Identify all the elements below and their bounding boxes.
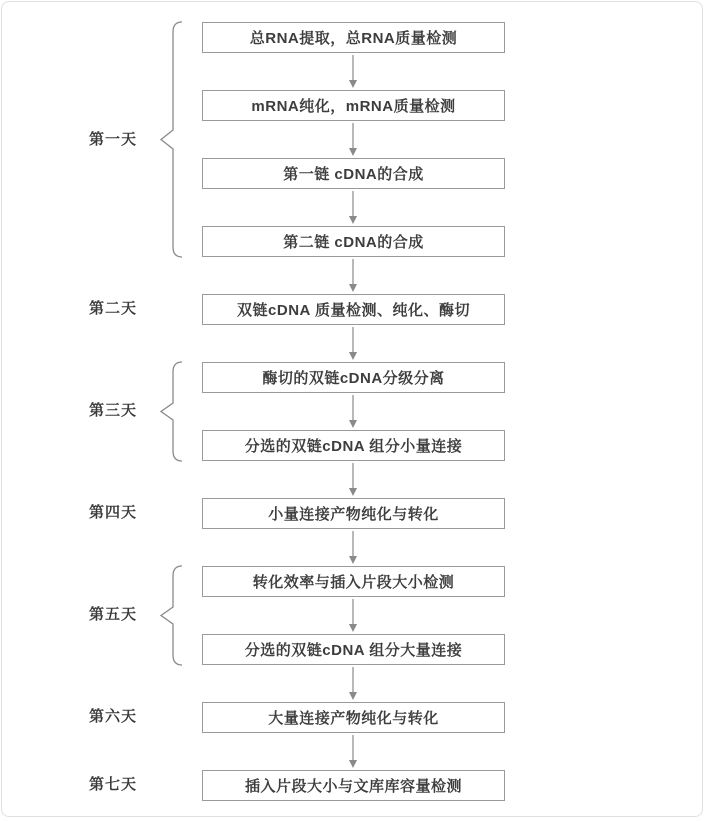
- flow-step-box: 第一链 cDNA的合成: [202, 158, 505, 189]
- day-group-bracket: [157, 21, 184, 258]
- arrow-down-icon: [348, 55, 358, 89]
- flow-step-box: 分选的双链cDNA 组分小量连接: [202, 430, 505, 461]
- flow-step-box: 第二链 cDNA的合成: [202, 226, 505, 257]
- day-label: 第二天: [88, 300, 137, 317]
- arrow-down-icon: [348, 259, 358, 293]
- flow-step-box: 大量连接产物纯化与转化: [202, 702, 505, 733]
- day-label: 第四天: [88, 504, 137, 521]
- day-label: 第六天: [88, 708, 137, 725]
- arrow-down-icon: [348, 667, 358, 701]
- arrow-down-icon: [348, 191, 358, 225]
- arrow-down-icon: [348, 395, 358, 429]
- flow-step-box: 总RNA提取，总RNA质量检测: [202, 22, 505, 53]
- flow-step-box: 转化效率与插入片段大小检测: [202, 566, 505, 597]
- arrow-down-icon: [348, 327, 358, 361]
- flow-step-box: 小量连接产物纯化与转化: [202, 498, 505, 529]
- flow-step-box: 酶切的双链cDNA分级分离: [202, 362, 505, 393]
- day-label: 第三天: [88, 402, 137, 419]
- flow-step-box: mRNA纯化，mRNA质量检测: [202, 90, 505, 121]
- arrow-down-icon: [348, 123, 358, 157]
- flow-step-box: 插入片段大小与文库库容量检测: [202, 770, 505, 801]
- day-label: 第五天: [88, 606, 137, 623]
- day-group-bracket: [157, 361, 184, 462]
- flow-step-box: 双链cDNA 质量检测、纯化、酶切: [202, 294, 505, 325]
- arrow-down-icon: [348, 599, 358, 633]
- arrow-down-icon: [348, 735, 358, 769]
- day-label: 第七天: [88, 776, 137, 793]
- day-group-bracket: [157, 565, 184, 666]
- arrow-down-icon: [348, 463, 358, 497]
- day-label: 第一天: [88, 131, 137, 148]
- arrow-down-icon: [348, 531, 358, 565]
- flow-step-box: 分选的双链cDNA 组分大量连接: [202, 634, 505, 665]
